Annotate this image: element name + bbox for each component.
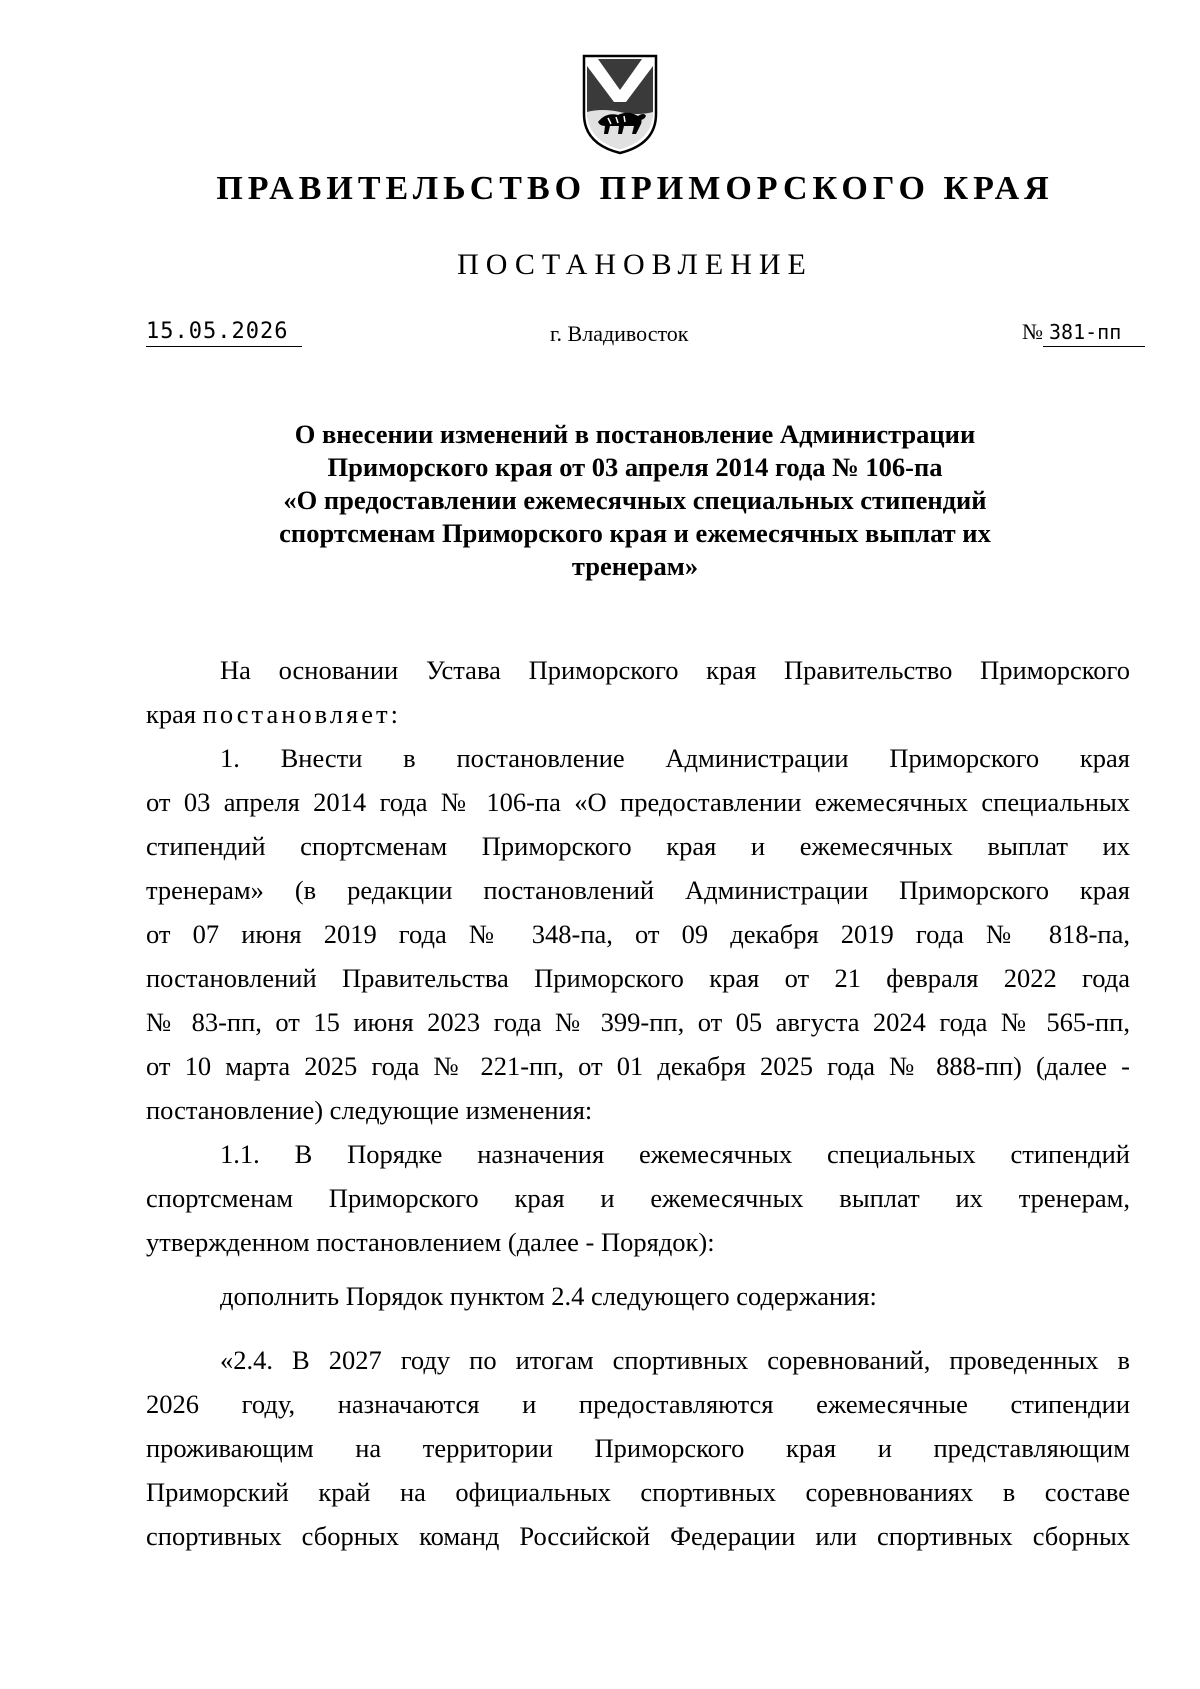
item24-line: Приморский край на официальных спортивных соревнованиях в составе — [146, 1477, 1130, 1507]
item24-line: спортивных сборных команд Российской Федерации или спортивных сборных — [146, 1521, 1130, 1551]
item1-line: постановлений Правительства Приморского края от 21 февраля 2022 года — [146, 963, 1130, 993]
item24-line: 2026 году, назначаются и предоставляются ежемесячные стипендии — [146, 1389, 1130, 1419]
heading-line: Приморского края от 03 апреля 2014 года № 106-па — [327, 452, 943, 482]
document-type: ПОСТАНОВЛЕНИЕ — [457, 248, 813, 281]
item1-line: от 10 марта 2025 года № 221-пп, от 01 декабря 2025 года № 888-пп) (далее - — [146, 1051, 1130, 1081]
item24-line: «2.4. В 2027 году по итогам спортивных соревнований, проведенных в — [220, 1345, 1130, 1375]
heading-line: спортсменам Приморского края и ежемесячных выплат их — [279, 518, 991, 548]
primorsky-coat-of-arms-icon — [578, 52, 662, 156]
item11-line-last: утвержденном постановлением (далее - Порядок): — [146, 1227, 715, 1257]
item1-line: стипендий спортсменам Приморского края и ежемесячных выплат их — [146, 831, 1130, 861]
heading-line: тренерам» — [571, 551, 699, 581]
document-number — [1022, 318, 1145, 347]
number-sign: № — [1022, 319, 1043, 344]
heading-line: О внесении изменений в постановление Администрации — [294, 419, 976, 449]
item1-line-last: постановление) следующие изменения: — [146, 1095, 593, 1125]
item24-line: проживающим на территории Приморского края и представляющим — [146, 1433, 1130, 1463]
document-body — [146, 648, 1130, 1558]
item11-line: 1.1. В Порядке назначения ежемесячных специальных стипендий — [220, 1139, 1130, 1169]
item11-line: спортсменам Приморского края и ежемесячных выплат их тренерам, — [146, 1183, 1130, 1213]
basis-line-end — [146, 692, 1130, 736]
supplement-line: дополнить Порядок пунктом 2.4 следующего содержания: — [220, 1281, 877, 1311]
item1-line: 1. Внести в постановление Администрации Приморского края — [220, 743, 1130, 773]
item1-line: от 07 июня 2019 года № 348-па, от 09 декабря 2019 года № 818-па, — [146, 919, 1130, 949]
heading-line: «О предоставлении ежемесячных специальных стипендий — [283, 485, 987, 515]
document-heading — [180, 418, 1090, 583]
item1-line: тренерам» (в редакции постановлений Администрации Приморского края — [146, 875, 1130, 905]
item1-line: № 83-пп, от 15 июня 2023 года № 399-пп, от 05 августа 2024 года № 565-пп, — [146, 1007, 1130, 1037]
item1-line: от 03 апреля 2014 года № 106-па «О предоставлении ежемесячных специальных — [146, 787, 1130, 817]
document-date: 15.05.2026 — [146, 318, 302, 347]
number-value: 381-пп — [1043, 318, 1145, 347]
basis-word: края — [146, 699, 197, 729]
government-name: ПРАВИТЕЛЬСТВО ПРИМОРСКОГО КРАЯ — [216, 170, 1054, 207]
decree-word: постановляет: — [202, 699, 401, 729]
document-city: г. Владивосток — [550, 321, 689, 346]
basis-line: На основании Устава Приморского края Правительство Приморского — [220, 655, 1130, 685]
